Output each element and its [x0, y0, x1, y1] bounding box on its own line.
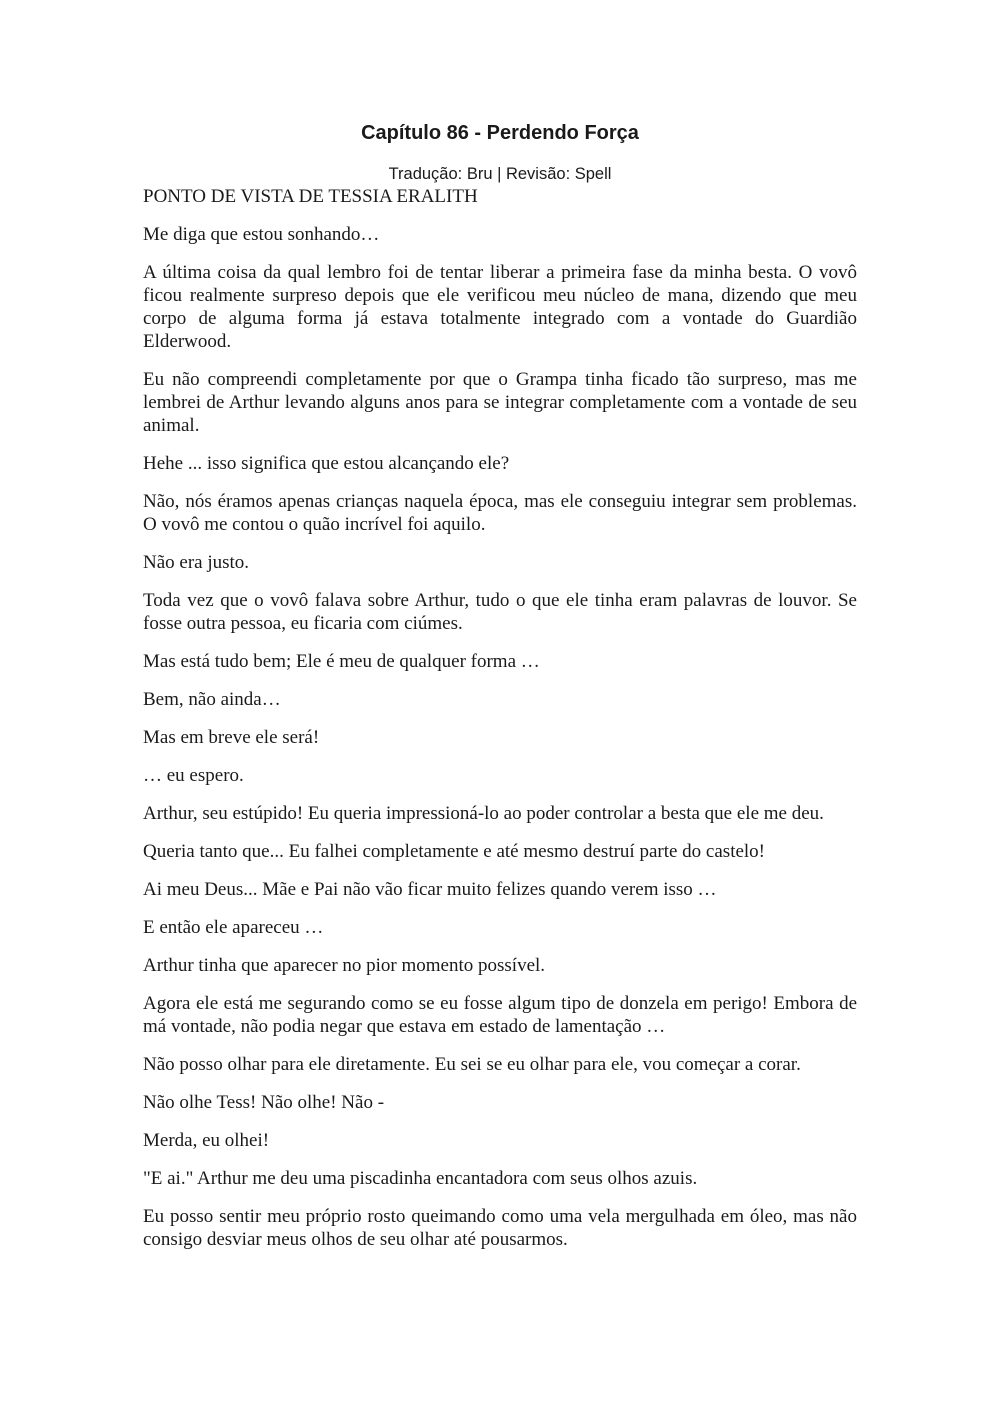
paragraph: "E ai." Arthur me deu uma piscadinha encantadora com seus olhos azuis.	[143, 1168, 698, 1189]
paragraph: Arthur, seu estúpido! Eu queria impressioná-lo ao poder controlar a besta que ele me deu.	[143, 803, 824, 824]
paragraph: Não olhe Tess! Não olhe! Não -	[143, 1092, 385, 1113]
paragraph: Arthur tinha que aparecer no pior momento possível.	[143, 955, 546, 976]
paragraph: Queria tanto que... Eu falhei completamente e até mesmo destruí parte do castelo!	[143, 841, 766, 862]
paragraph: Ai meu Deus... Mãe e Pai não vão ficar muito felizes quando verem isso …	[143, 879, 717, 900]
paragraph: A última coisa da qual lembro foi de tentar liberar a primeira fase da minha besta. O vovô ficou realmente surpreso depois que ele verificou meu núcleo de mana, dizendo que meu corpo de alguma forma já estava totalmente integrado com a vontade do Guardião Elderwood.	[143, 262, 857, 352]
paragraph: … eu espero.	[143, 765, 244, 786]
point-of-view-heading: PONTO DE VISTA DE TESSIA ERALITH	[143, 186, 478, 207]
paragraph: Não posso olhar para ele diretamente. Eu sei se eu olhar para ele, vou começar a corar.	[143, 1054, 801, 1075]
chapter-body	[143, 185, 857, 1266]
chapter-title: Capítulo 86 - Perdendo Força	[361, 122, 639, 144]
translation-credits: Tradução: Bru | Revisão: Spell	[388, 165, 612, 183]
paragraph: Bem, não ainda…	[143, 689, 281, 710]
paragraph: Mas está tudo bem; Ele é meu de qualquer forma …	[143, 651, 540, 672]
paragraph: Não, nós éramos apenas crianças naquela época, mas ele conseguiu integrar sem problemas. O vovô me contou o quão incrível foi aquilo.	[143, 491, 857, 535]
paragraph: E então ele apareceu …	[143, 917, 324, 938]
paragraph: Mas em breve ele será!	[143, 727, 320, 748]
paragraph: Não era justo.	[143, 552, 250, 573]
paragraph: Merda, eu olhei!	[143, 1130, 270, 1151]
paragraph: Agora ele está me segurando como se eu fosse algum tipo de donzela em perigo! Embora de má vontade, não podia negar que estava em estado de lamentação …	[143, 993, 857, 1037]
paragraph: Me diga que estou sonhando…	[143, 224, 380, 245]
paragraph: Eu não compreendi completamente por que o Grampa tinha ficado tão surpreso, mas me lembrei de Arthur levando alguns anos para se integrar completamente com a vontade de seu animal.	[143, 369, 857, 436]
paragraph: Toda vez que o vovô falava sobre Arthur, tudo o que ele tinha eram palavras de louvor. Se fosse outra pessoa, eu ficaria com ciúmes.	[143, 590, 857, 634]
paragraph: Eu posso sentir meu próprio rosto queimando como uma vela mergulhada em óleo, mas não consigo desviar meus olhos de seu olhar até pousarmos.	[143, 1206, 857, 1250]
paragraph: Hehe ... isso significa que estou alcançando ele?	[143, 453, 510, 474]
